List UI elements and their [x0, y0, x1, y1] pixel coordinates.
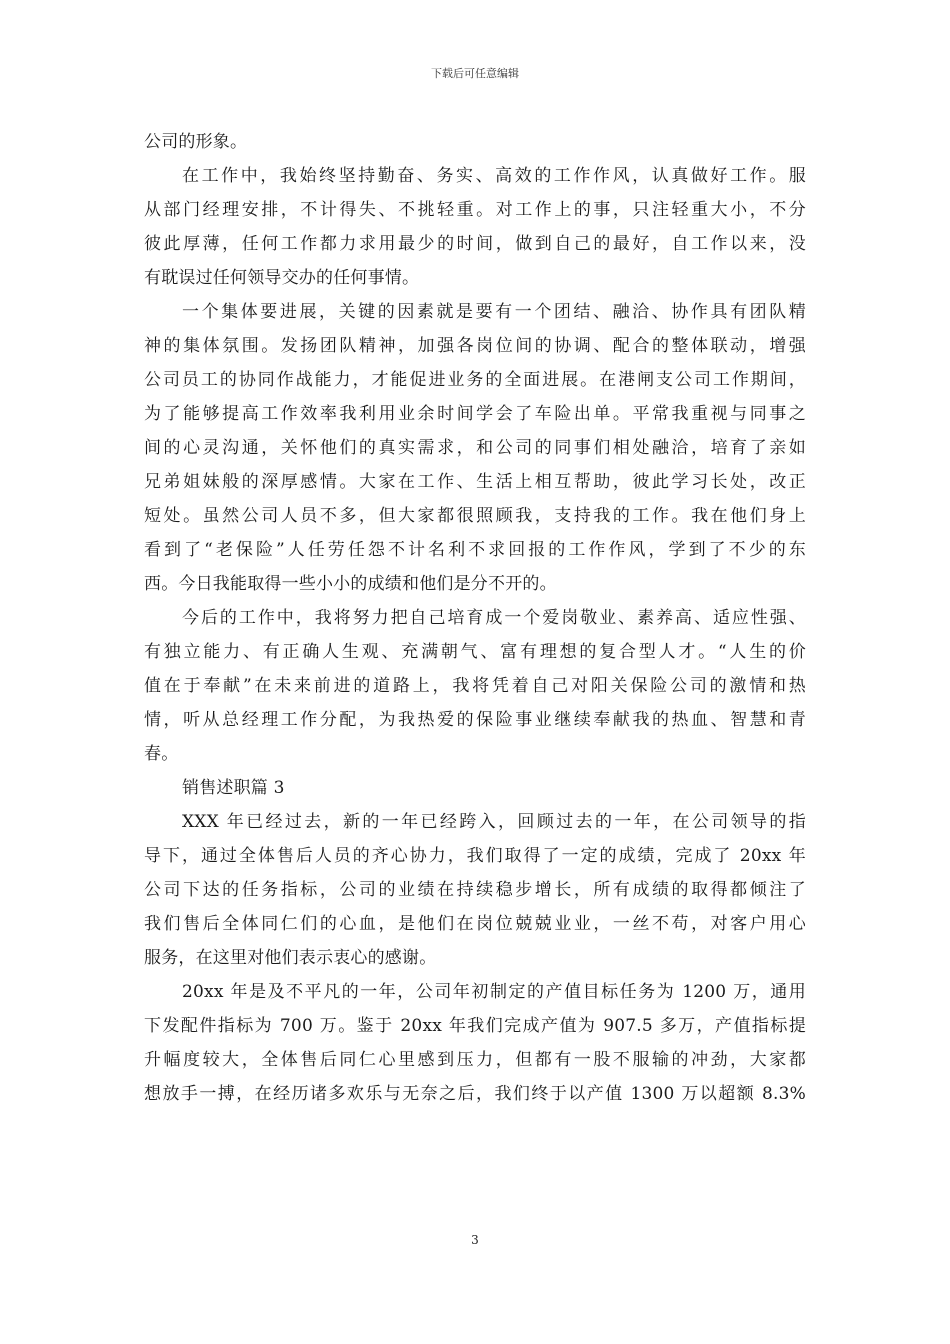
text-line: 看到了“老保险”人任劳任怨不计名利不求回报的工作作风，学到了不少的东 — [144, 540, 806, 560]
text-line: 销售述职篇 3 — [182, 778, 285, 798]
text-line: 为了能够提高工作效率我利用业余时间学会了车险出单。平常我重视与同事之 — [144, 404, 806, 424]
page-number: 3 — [471, 1233, 479, 1247]
text-line: 在工作中，我始终坚持勤奋、务实、高效的工作作风，认真做好工作。服 — [182, 166, 806, 186]
text-line: 春。 — [144, 744, 179, 764]
text-line: 间的心灵沟通，关怀他们的真实需求，和公司的同事们相处融洽，培育了亲如 — [144, 438, 806, 458]
text-line: 从部门经理安排，不计得失、不挑轻重。对工作上的事，只注轻重大小，不分 — [144, 200, 806, 220]
text-line: 公司的形象。 — [144, 132, 248, 152]
text-line: 升幅度较大，全体售后同仁心里感到压力，但都有一股不服输的冲劲，大家都 — [144, 1050, 806, 1070]
text-line: 有耽误过任何领导交办的任何事情。 — [144, 268, 420, 288]
text-line: 短处。虽然公司人员不多，但大家都很照顾我，支持我的工作。我在他们身上 — [144, 506, 806, 526]
text-line: XXX 年已经过去，新的一年已经跨入，回顾过去的一年，在公司领导的指 — [182, 812, 806, 832]
text-line: 兄弟姐妹般的深厚感情。大家在工作、生活上相互帮助，彼此学习长处，改正 — [144, 472, 806, 492]
text-line: 一个集体要进展，关键的因素就是要有一个团结、融洽、协作具有团队精 — [182, 302, 806, 322]
page-header: 下载后可任意编辑 — [431, 67, 519, 80]
text-line: 彼此厚薄，任何工作都力求用最少的时间，做到自己的最好，自工作以来，没 — [144, 234, 806, 254]
text-line: 我们售后全体同仁们的心血，是他们在岗位兢兢业业，一丝不苟，对客户用心 — [144, 914, 806, 934]
text-line: 今后的工作中，我将努力把自己培育成一个爱岗敬业、素养高、适应性强、 — [182, 608, 806, 628]
text-line: 导下，通过全体售后人员的齐心协力，我们取得了一定的成绩，完成了 20xx 年 — [144, 846, 806, 866]
text-line: 情，听从总经理工作分配，为我热爱的保险事业继续奉献我的热血、智慧和青 — [144, 710, 806, 730]
text-line: 值在于奉献”在未来前进的道路上，我将凭着自己对阳关保险公司的激情和热 — [144, 676, 806, 696]
text-line: 公司下达的任务指标，公司的业绩在持续稳步增长，所有成绩的取得都倾注了 — [144, 880, 806, 900]
text-line: 有独立能力、有正确人生观、充满朝气、富有理想的复合型人才。“人生的价 — [144, 642, 806, 662]
text-line: 想放手一搏，在经历诸多欢乐与无奈之后，我们终于以产值 1300 万以超额 8.3% — [144, 1084, 806, 1104]
text-line: 西。今日我能取得一些小小的成绩和他们是分不开的。 — [144, 574, 557, 594]
text-line: 20xx 年是及不平凡的一年，公司年初制定的产值目标任务为 1200 万，通用 — [182, 982, 806, 1002]
text-line: 神的集体氛围。发扬团队精神，加强各岗位间的协调、配合的整体联动，增强 — [144, 336, 806, 356]
text-line: 下发配件指标为 700 万。鉴于 20xx 年我们完成产值为 907.5 多万，产值指标提 — [144, 1016, 806, 1036]
text-line: 公司员工的协同作战能力，才能促进业务的全面进展。在港闸支公司工作期间， — [144, 370, 806, 390]
text-line: 服务，在这里对他们表示衷心的感谢。 — [144, 948, 437, 968]
document-body — [144, 125, 806, 1111]
